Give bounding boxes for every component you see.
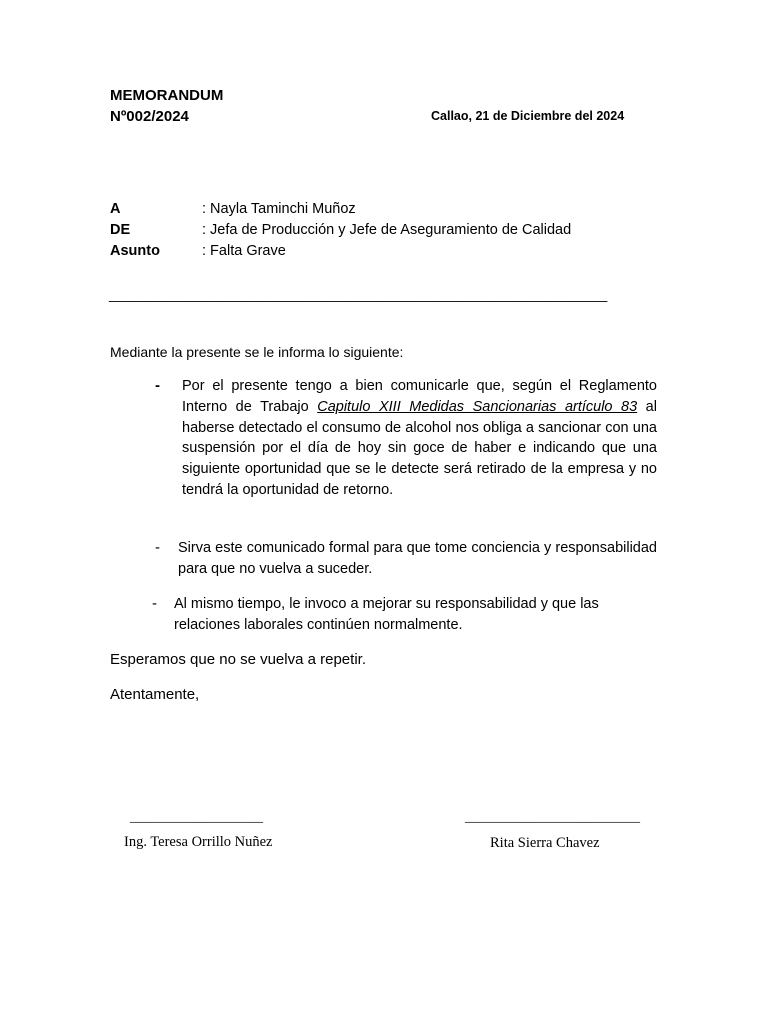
from-label: DE xyxy=(110,222,131,238)
signatory-right-name: Rita Sierra Chavez xyxy=(490,835,600,851)
signatory-left-name: Ing. Teresa Orrillo Nuñez xyxy=(124,834,273,850)
memo-number: Nº002/2024 xyxy=(110,108,189,125)
to-label: A xyxy=(110,201,121,217)
subject-value: : Falta Grave xyxy=(202,243,286,259)
list-item-1-text-end: al haberse detectado el consumo de alcohol nos obliga a sancionar con una suspensión por el día de hoy sin goce de haber e indicando que una siguiente oportunidad que se le detecte será retirado de la empresa y no tendrá la oportunidad de retorno. xyxy=(182,398,657,498)
signature-line-right: _________________________ xyxy=(465,810,640,825)
signature-line-left: ___________________ xyxy=(130,810,263,825)
regulation-reference: Capitulo XIII Medidas Sancionarias artículo 83 xyxy=(317,398,638,415)
list-item-2 xyxy=(178,538,657,580)
list-item-2-text: Sirva este comunicado formal para que tome conciencia y responsabilidad para que no vuelva a suceder. xyxy=(178,540,657,577)
list-item-3 xyxy=(174,594,657,636)
memo-date: Callao, 21 de Diciembre del 2024 xyxy=(431,109,625,123)
header-separator: ________________________________________________________________ xyxy=(109,286,608,302)
sign-off: Atentamente, xyxy=(110,686,200,703)
subject-label: Asunto xyxy=(110,243,160,259)
intro-text: Mediante la presente se le informa lo siguiente: xyxy=(110,344,404,360)
list-item-1-text-start: Por el presente tengo a bien comunicarle que, según el Reglamento Interno de Trabajo xyxy=(182,378,657,415)
memo-title: MEMORANDUM xyxy=(110,87,224,104)
list-item-1 xyxy=(182,376,657,501)
bullet-marker-2: - xyxy=(155,539,160,556)
bullet-marker-3: - xyxy=(152,595,157,612)
closing-text: Esperamos que no se vuelva a repetir. xyxy=(110,651,366,668)
to-value: : Nayla Taminchi Muñoz xyxy=(202,201,356,217)
bullet-marker-1: - xyxy=(155,377,160,394)
list-item-3-text: Al mismo tiempo, le invoco a mejorar su responsabilidad y que las relaciones laborales continúen normalmente. xyxy=(174,596,599,633)
from-value: : Jefa de Producción y Jefe de Aseguramiento de Calidad xyxy=(202,222,572,238)
